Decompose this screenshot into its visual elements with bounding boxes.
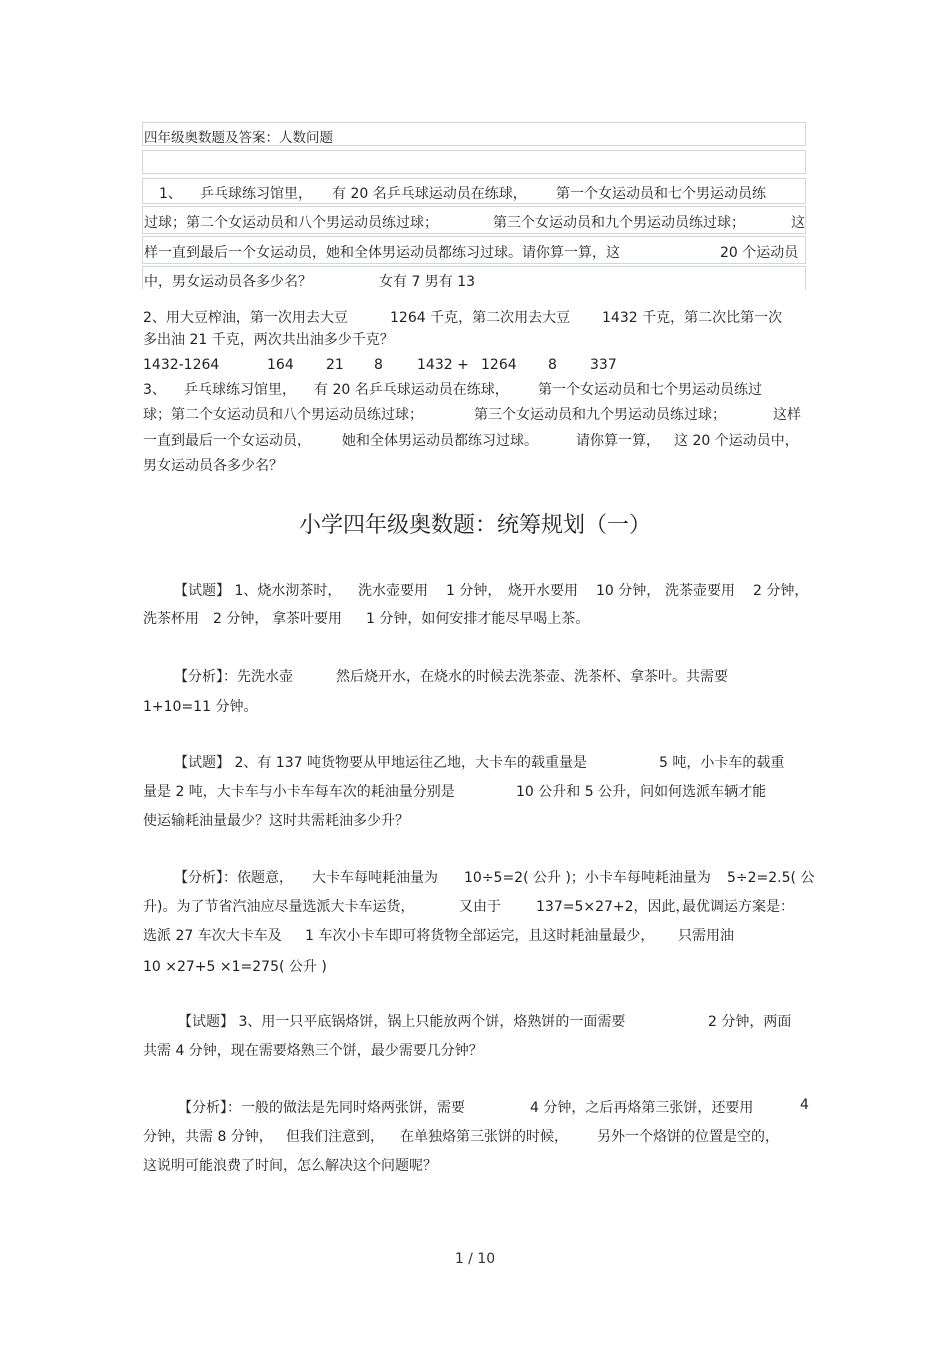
t1-text: 洗茶杯用 <box>143 611 199 627</box>
table-q1-row-4 <box>142 266 806 290</box>
table-q1-row-3 <box>142 236 806 264</box>
q1-text-b: 有 20 名乒乓球运动员在练球， <box>332 186 527 202</box>
a2-text: 137=5×27+2，因此， <box>536 899 690 915</box>
a1-text: 【分析】：先洗水壶 <box>174 669 293 685</box>
calc-term: 8 <box>374 357 383 373</box>
q3-text-d: 球；第二个女运动员和八个男运动员练过球； <box>143 407 423 423</box>
t3-text: 【试题】 3、用一只平底锅烙饼，锅上只能放两个饼，烙熟饼的一面需要 <box>178 1014 626 1030</box>
q2-text-c: 1432 千克，第二次比第一次 <box>602 310 783 326</box>
q3-text-c: 第一个女运动员和七个男运动员练过 <box>538 382 762 398</box>
a2-text: 大卡车每吨耗油量为 <box>312 870 438 886</box>
a3-text: 【分析】：一般的做法是先同时烙两张饼，需要 <box>178 1100 465 1116</box>
q2-text-b: 1264 千克，第二次用去大豆 <box>390 310 571 326</box>
calc-term: 8 <box>548 357 557 373</box>
t1-text: 10 分钟， <box>596 583 661 599</box>
q1-question: 中，男女运动员各多少名？ <box>144 274 312 290</box>
q2-text-a: 2、用大豆榨油，第一次用去大豆 <box>143 310 348 326</box>
q1-text-h: 20 个运动员 <box>720 245 799 261</box>
section-title: 小学四年级奥数题：统筹规划（一） <box>298 513 651 538</box>
t3-text: 共需 4 分钟，现在需要烙熟三个饼，最少需要几分钟？ <box>143 1043 483 1059</box>
q3-text-i: 请你算一算， <box>576 433 660 449</box>
calc-term: 1432 + <box>417 357 469 373</box>
q3-text-f: 这样 <box>773 407 801 423</box>
a3-text: 在单独烙第三张饼的时候， <box>400 1129 568 1145</box>
a3-text: 但我们注意到， <box>286 1129 384 1145</box>
a2-text: 最优调运方案是： <box>682 899 794 915</box>
calc-term: 1432-1264 <box>143 357 220 373</box>
t1-text: 2 分钟， <box>753 583 809 599</box>
q1-text-e: 第三个女运动员和九个男运动员练过球； <box>493 215 745 231</box>
q1-text-a: 乒乓球练习馆里， <box>200 186 312 202</box>
t2-text: 5 吨，小卡车的载重 <box>659 755 785 771</box>
q3-text-b: 有 20 名乒乓球运动员在练球， <box>314 382 509 398</box>
q1-answer: 女有 7 男有 13 <box>379 274 476 290</box>
table-empty-row <box>142 150 806 174</box>
t1-text: 洗水壶要用 <box>358 583 428 599</box>
t2-text: 【试题】 2、有 137 吨货物要从甲地运往乙地，大卡车的载重量是 <box>174 755 587 771</box>
q3-text-k: 男女运动员各多少名？ <box>143 458 283 474</box>
a2-text: 又由于 <box>459 899 501 915</box>
t2-text: 10 公升和 5 公升，问如何选派车辆才能 <box>516 784 767 800</box>
a2-text: 5÷2=2.5( 公 <box>727 870 815 886</box>
a3-text: 这说明可能浪费了时间，怎么解决这个问题呢？ <box>143 1158 437 1174</box>
a2-text: 只需用油 <box>678 928 734 944</box>
a3-text: 4 分钟，之后再烙第三张饼，还要用 <box>530 1100 754 1116</box>
q3-text-h: 她和全体男运动员都练习过球。 <box>342 433 538 449</box>
table-title-row <box>142 122 806 146</box>
q3-text-g: 一直到最后一个女运动员， <box>143 433 311 449</box>
page-number: 1 / 10 <box>454 1251 496 1267</box>
table-q1-row-1 <box>142 178 806 204</box>
q3-text-j: 这 20 个运动员中， <box>674 433 799 449</box>
t2-text: 使运输耗油量最少？这时共需耗油多少升？ <box>143 813 409 829</box>
q3-number: 3、 <box>143 382 166 398</box>
a2-text: 选派 27 车次大卡车及 <box>143 928 282 944</box>
a2-text: 升)。为了节省汽油应尽量选派大卡车运货， <box>143 899 415 915</box>
t1-text: 洗茶壶要用 <box>665 583 735 599</box>
a3-text: 另外一个烙饼的位置是空的， <box>597 1129 779 1145</box>
t1-text: 拿茶叶要用 <box>272 611 342 627</box>
t3-text: 2 分钟，两面 <box>708 1014 792 1030</box>
t2-text: 量是 2 吨，大卡车与小卡车每车次的耗油量分别是 <box>143 784 455 800</box>
q1-text-g: 样一直到最后一个女运动员，她和全体男运动员都练习过球。请你算一算，这 <box>144 245 620 261</box>
q3-text-e: 第三个女运动员和九个男运动员练过球； <box>474 407 726 423</box>
q3-text-a: 乒乓球练习馆里， <box>184 382 296 398</box>
t1-text: 烧开水要用 <box>508 583 578 599</box>
t1-text: 1 分钟， <box>446 583 502 599</box>
calc-term: 21 <box>326 357 344 373</box>
calc-term: 164 <box>267 357 294 373</box>
table-title: 四年级奥数题及答案：人数问题 <box>144 130 333 146</box>
a1-text: 1+10=11 分钟。 <box>143 699 258 715</box>
t1-text: 2 分钟， <box>213 611 269 627</box>
q1-number: 1、 <box>159 186 182 202</box>
calc-term: 337 <box>590 357 617 373</box>
q2-text-d: 多出油 21 千克，两次共出油多少千克？ <box>143 332 394 348</box>
q1-text-f: 这 <box>791 215 805 231</box>
a2-text: 【分析】：依题意， <box>174 870 293 886</box>
t1-text: 1 分钟，如何安排才能尽早喝上茶。 <box>366 611 590 627</box>
a3-text: 4 <box>800 1097 809 1113</box>
table-q1-row-2 <box>142 206 806 234</box>
a2-text: 10÷5=2( 公升 )；小卡车每吨耗油量为 <box>464 870 711 886</box>
q1-text-d: 过球；第二个女运动员和八个男运动员练过球； <box>144 215 438 231</box>
a3-text: 分钟，共需 8 分钟， <box>143 1129 273 1145</box>
a2-text: 10 ×27+5 ×1=275( 公升 ) <box>143 959 327 975</box>
a1-text: 然后烧开水，在烧水的时候去洗茶壶、洗茶杯、拿茶叶。共需要 <box>336 669 728 685</box>
t1-text: 【试题】 1、烧水沏茶时， <box>174 583 342 599</box>
calc-term: 1264 <box>481 357 517 373</box>
a2-text: 1 车次小卡车即可将货物全部运完，且这时耗油量最少， <box>305 928 655 944</box>
q1-text-c: 第一个女运动员和七个男运动员练 <box>556 186 766 202</box>
